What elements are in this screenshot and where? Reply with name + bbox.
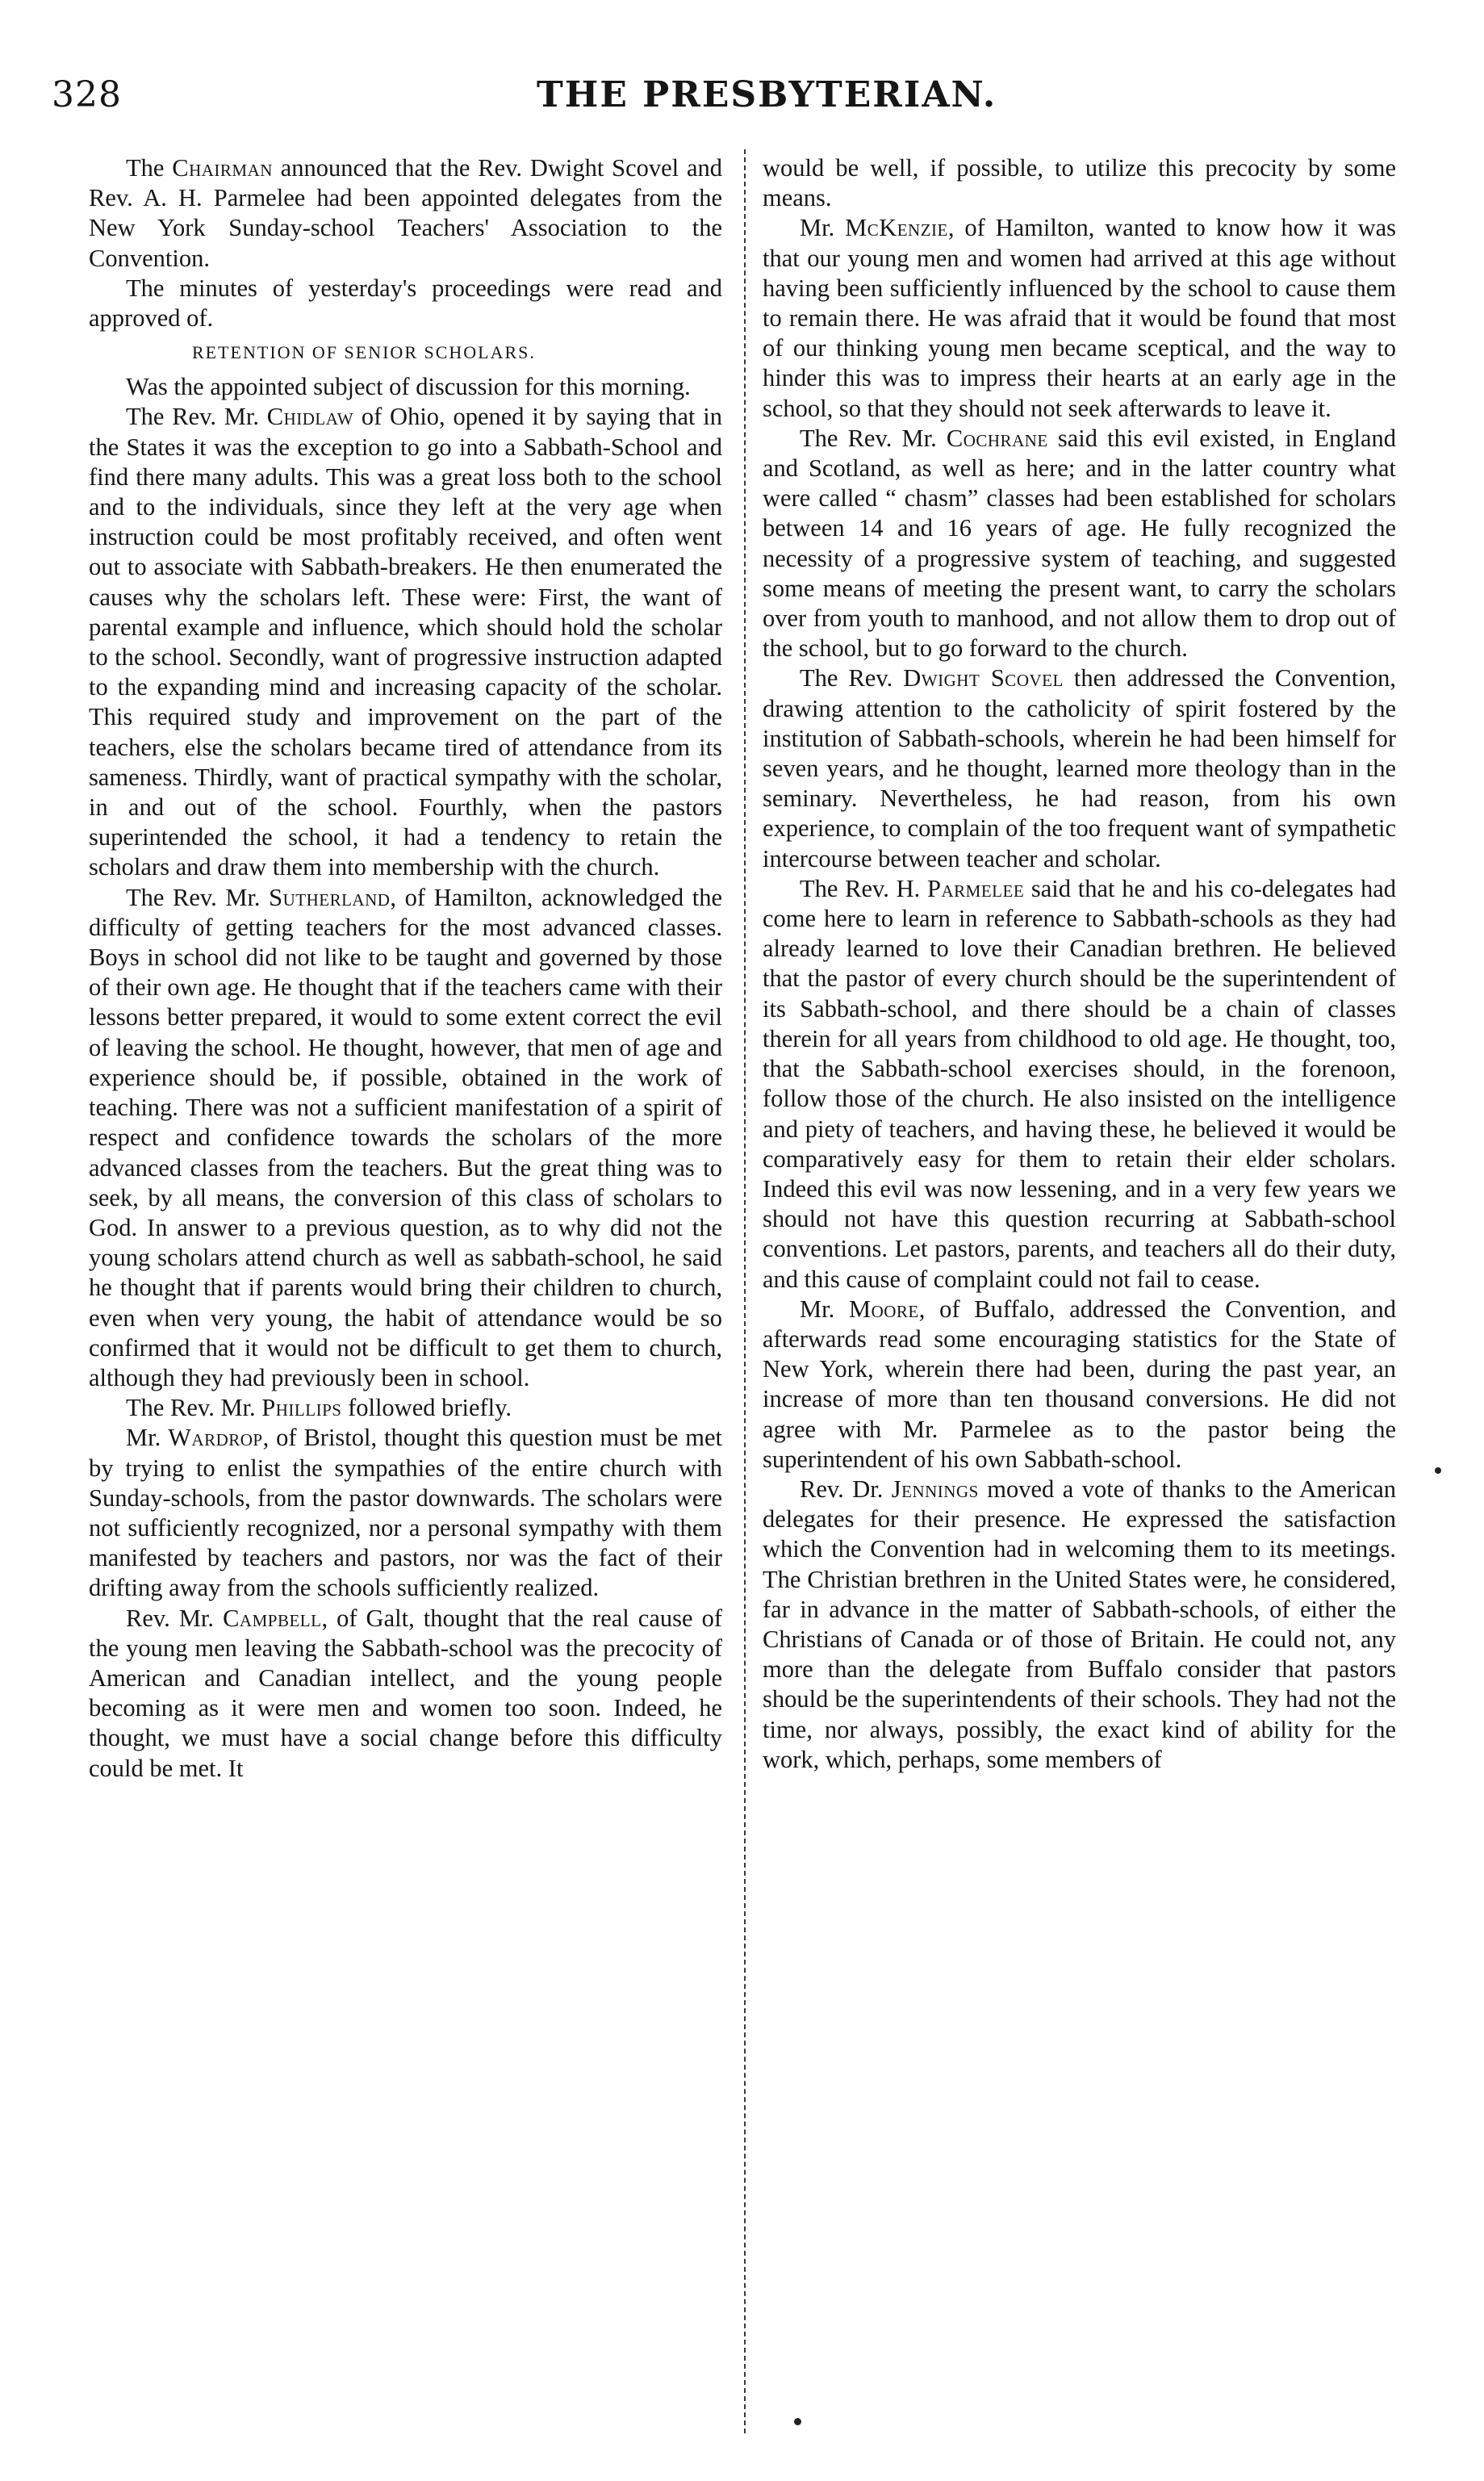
paragraph-campbell: Rev. Mr. Campbell, of Galt, thought that the real cause of the young men leaving the Sabbath-school was the precocity of American and Canadian intellect, and the young people becoming as it were men and women too soon. Indeed, he thought, we must have a social change before this difficulty could be met. It	[89, 1604, 722, 1782]
page-number: 328	[52, 74, 122, 115]
speaker-name: Chairman	[172, 154, 273, 182]
paragraph-minutes: The minutes of yesterday's proceedings were read and approved of.	[89, 274, 722, 333]
paragraph-jennings: Rev. Dr. Jennings moved a vote of thanks to the American delegates for their presence. He expressed the satisfaction which the Convention had in welcoming them to its meetings. The Christian brethren in the United States were, he considered, far in advance in the matter of Sabbath-schools, of either the Christians of Canada or of those of Britain. He could not, any more than the delegate from Buffalo consider that pastors should be the superintendents of their schools. They had not the time, nor always, possibly, the exact kind of ability for the work, which, perhaps, some members of	[763, 1475, 1396, 1773]
paragraph-chidlaw: The Rev. Mr. Chidlaw of Ohio, opened it by saying that in the States it was the exception to go into a Sabbath-School and find there many adults. This was a great loss both to the school and to the individuals, since they left at the very age when instruction could be most profitably received, and often went out to associate with Sabbath-breakers. He then enumerated the causes why the scholars left. These were: First, the want of parental example and influence, which should hold the scholar to the school. Secondly, want of progressive instruction adapted to the expanding mind and increasing capacity of the scholar. This required study and improvement on the part of the teachers, else the scholars became tired of attendance from its sameness. Thirdly, want of practical sympathy with the scholar, in and out of the school. Fourthly, when the pastors superintended the school, it had a tendency to retain the scholars and draw them into membership with the church.	[89, 403, 722, 881]
speaker-name: Chidlaw	[266, 403, 354, 431]
column-rule	[744, 149, 746, 2433]
speaker-name: Cochrane	[946, 424, 1048, 452]
left-column	[89, 153, 722, 1784]
speaker-name: Parmelee	[927, 874, 1025, 902]
speaker-name: Jennings	[891, 1475, 979, 1503]
section-heading: RETENTION OF SENIOR SCHOLARS.	[192, 342, 536, 363]
paragraph-moore: Mr. Moore, of Buffalo, addressed the Convention, and afterwards read some encouraging statistics for the State of New York, wherein there had been, during the past year, an increase of more than ten thousand conversions. He did not agree with Mr. Parmelee as to the pastor being the superintendent of his own Sabbath-school.	[763, 1295, 1396, 1473]
paragraph-sutherland: The Rev. Mr. Sutherland, of Hamilton, acknowledged the difficulty of getting teachers for the most advanced classes. Boys in school did not like to be taught and governed by those of their own age. He thought that if the teachers came with their lessons better prepared, it would to some extent correct the evil of leaving the school. He thought, however, that men of age and experience should be, if possible, obtained in the work of teaching. There was not a sufficient manifestation of a spirit of respect and confidence towards the scholars of the more advanced classes from the teachers. But the great thing was to seek, by all means, the conversion of this class of scholars to God. In answer to a previous question, as to why did not the young scholars attend church as well as sabbath-school, he said he thought that if parents would bring their children to church, even when very young, the habit of attendance would be so confirmed that it would not be difficult to get them to church, although they had previously been in school.	[89, 883, 722, 1391]
paragraph-mckenzie: Mr. McKenzie, of Hamilton, wanted to know how it was that our young men and women had arrived at this age without having been sufficiently influenced by the school to cause them to remain there. He was afraid that it would be found that most of our thinking young men became sceptical, and the way to hinder this was to impress their hearts at an early age in the school, so that they should not seek afterwards to leave it.	[763, 214, 1396, 422]
speaker-name: Moore	[848, 1295, 919, 1323]
ink-speck	[1435, 1467, 1441, 1474]
paragraph-phillips: The Rev. Mr. Phillips followed briefly.	[126, 1394, 512, 1422]
speaker-name: McKenzie	[845, 214, 948, 242]
paragraph-parmelee: The Rev. H. Parmelee said that he and his co-delegates had come here to learn in reference to Sabbath-schools as they had already learned to love their Canadian brethren. He believed that the pastor of every church should be the superintendent of its Sabbath-school, and there should be a chain of classes therein for all years from childhood to old age. He thought, too, that the Sabbath-school exercises should, in the forenoon, follow those of the church. He also insisted on the intelligence and piety of teachers, and having these, he believed it would be comparatively easy for them to retain their elder scholars. Indeed this evil was now lessening, and in a very few years we should not have this question recurring at Sabbath-school conventions. Let pastors, parents, and teachers all do their duty, and this cause of complaint could not fail to cease.	[763, 874, 1396, 1293]
paragraph-wardrop: Mr. Wardrop, of Bristol, thought this question must be met by trying to enlist the sympathies of the entire church with Sunday-schools, from the pastor downwards. The scholars were not sufficiently recognized, nor a personal sympathy with them manifested by teachers and pastors, nor was the fact of their drifting away from the schools sufficiently realized.	[89, 1424, 722, 1602]
running-title: THE PRESBYTERIAN.	[537, 74, 997, 115]
paragraph-subject: Was the appointed subject of discussion for this morning.	[126, 373, 691, 401]
speaker-name: Sutherland	[269, 883, 391, 911]
paragraph-chairman: The Chairman announced that the Rev. Dwight Scovel and Rev. A. H. Parmelee had been appointed delegates from the New York Sunday-school Teachers' Association to the Convention.	[89, 154, 723, 272]
paragraph-continuation: would be well, if possible, to utilize this precocity by some means.	[763, 154, 1396, 212]
ink-speck	[794, 2418, 801, 2425]
speaker-name: Phillips	[261, 1394, 342, 1422]
speaker-name: Dwight Scovel	[903, 664, 1064, 692]
paragraph-cochrane: The Rev. Mr. Cochrane said this evil existed, in England and Scotland, as well as here; and in the latter country what were called “ chasm” classes had been established for scholars between 14 and 16 years of age. He fully recognized the necessity of a progressive system of teaching, and suggested some means of meeting the present want, to carry the scholars over from youth to manhood, and not allow them to drop out of the school, but to go forward to the church.	[763, 424, 1396, 663]
speaker-name: Wardrop	[168, 1424, 263, 1452]
right-column	[763, 153, 1396, 1775]
paragraph-scovel: The Rev. Dwight Scovel then addressed the Convention, drawing attention to the catholicity of spirit fostered by the institution of Sabbath-schools, wherein he had been himself for seven years, and he thought, learned more theology than in the seminary. Nevertheless, he had reason, from his own experience, to complain of the too frequent want of sympathetic intercourse between teacher and scholar.	[763, 664, 1396, 872]
speaker-name: Campbell	[223, 1604, 322, 1632]
